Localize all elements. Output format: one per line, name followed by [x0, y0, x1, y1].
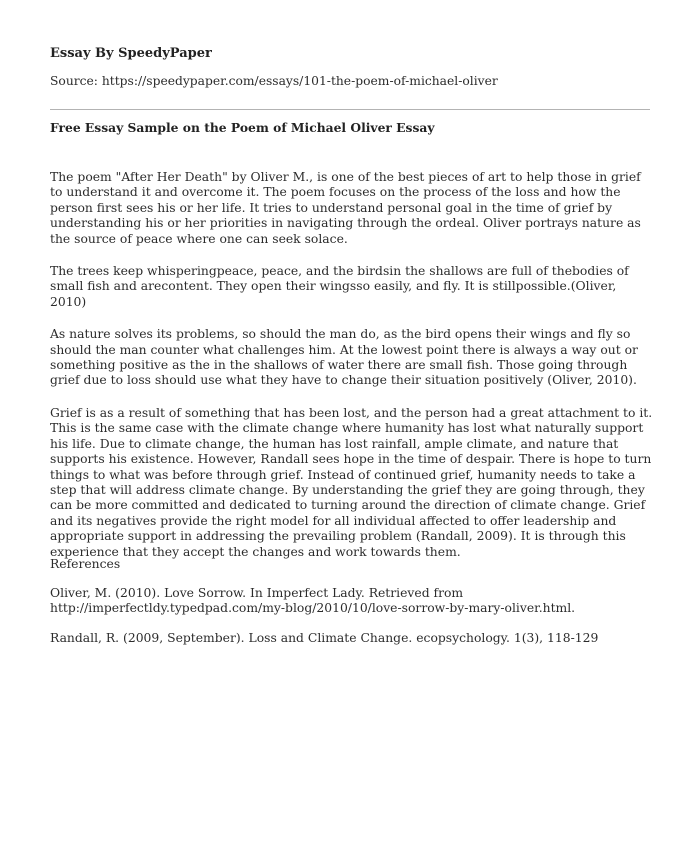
essay-paragraph-3: As nature solves its problems, so should the man do, as the bird opens their wings and fly so should the man counter what challenges him. At the lowest point there is always a way out or something positive as the in the shallows of water there are small fish. Those going through grief due to loss should use what they have to change their situation positively (Oliver, 2010).	[50, 327, 638, 388]
document-header-title: Essay By SpeedyPaper	[50, 46, 212, 61]
essay-body	[50, 170, 654, 577]
essay-paragraph-4: Grief is as a result of something that has been lost, and the person had a great attachment to it. This is the same case with the climate change where humanity has lost what naturally support his life. Due to climate change, the human has lost rainfall, ample climate, and nature that supports his existence. However, Randall sees hope in the time of despair. There is hope to turn things to what was before through grief. Instead of continued grief, humanity needs to take a step that will address climate change. By understanding the grief they are going through, they can be more committed and dedicated to turning around the direction of climate change. Grief and its negatives provide the right model for all individual affected to offer leadership and appropriate support in addressing the prevailing problem (Randall, 2009). It is through this experience that they accept the changes and work towards them.	[50, 405, 653, 559]
source-line: Source: https://speedypaper.com/essays/101-the-poem-of-michael-oliver	[50, 74, 498, 88]
reference-item-2: Randall, R. (2009, September). Loss and Climate Change. ecopsychology. 1(3), 118-129	[50, 630, 599, 645]
essay-paragraph-2: The trees keep whisperingpeace, peace, and the birdsin the shallows are full of thebodies of small fish and arecontent. They open their wingsso easily, and fly. It is stillpossible.(Oliver, 2010)	[50, 264, 629, 309]
essay-title: Free Essay Sample on the Poem of Michael Oliver Essay	[50, 120, 435, 135]
references-list	[50, 586, 654, 660]
references-heading: References	[50, 557, 121, 571]
reference-item-1: Oliver, M. (2010). Love Sorrow. In Imperfect Lady. Retrieved from http://imperfectldy.typedpad.com/my-blog/2010/10/love-sorrow-by-mary-oliver.html.	[50, 586, 576, 616]
header-divider	[50, 109, 650, 110]
essay-paragraph-1: The poem "After Her Death" by Oliver M., is one of the best pieces of art to help those in grief to understand it and overcome it. The poem focuses on the process of the loss and how the person first sees his or her life. It tries to understand personal goal in the time of grief by understanding his or her priorities in navigating through the ordeal. Oliver portrays nature as the source of peace where one can seek solace.	[50, 170, 641, 246]
